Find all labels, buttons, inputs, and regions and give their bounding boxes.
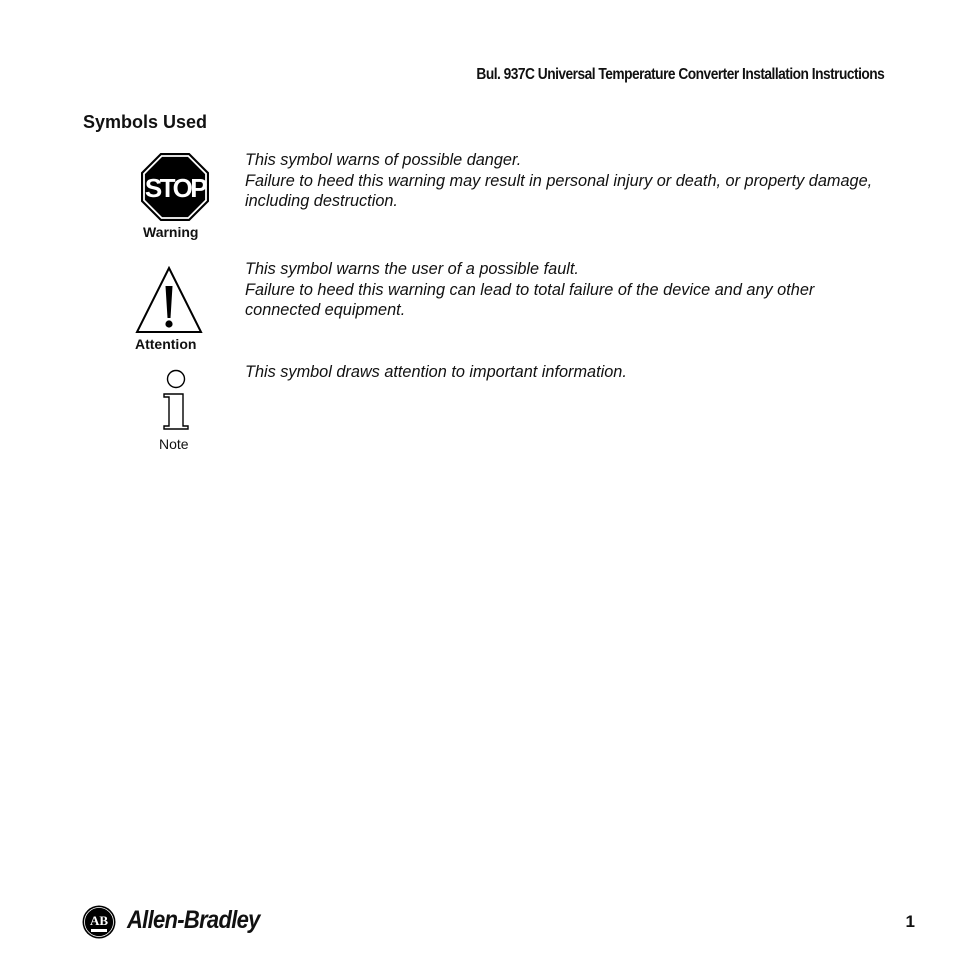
info-note-icon [161, 369, 191, 431]
symbol-caption-warning: Warning [143, 224, 199, 240]
symbol-description-attention [245, 259, 885, 321]
symbol-description-note [245, 362, 885, 383]
logo-text: AB [89, 913, 109, 928]
header-title: Bul. 937C Universal Temperature Converter Installation Instructions [476, 66, 884, 83]
symbol-caption-attention: Attention [135, 336, 197, 352]
symbol-line: Failure to heed this warning may result in personal injury or death, or property damage, including destruction. [245, 171, 873, 210]
symbol-line: This symbol warns the user of a possible fault. [245, 260, 579, 278]
brand-name: Allen-Bradley [127, 906, 260, 934]
symbol-line: Failure to heed this warning can lead to total failure of the device and any other connected equipment. [245, 280, 815, 319]
page-number: 1 [905, 912, 915, 931]
symbol-line: This symbol draws attention to important information. [245, 363, 627, 381]
symbol-description-warning [245, 150, 885, 212]
stop-sign-icon [140, 152, 210, 222]
warning-triangle-icon [135, 266, 203, 334]
section-heading: Symbols Used [83, 112, 208, 132]
symbol-caption-note: Note [159, 436, 189, 452]
allen-bradley-logo-icon [82, 905, 116, 939]
stop-sign-text: STOP [144, 173, 206, 203]
symbol-line: This symbol warns of possible danger. [245, 151, 522, 169]
